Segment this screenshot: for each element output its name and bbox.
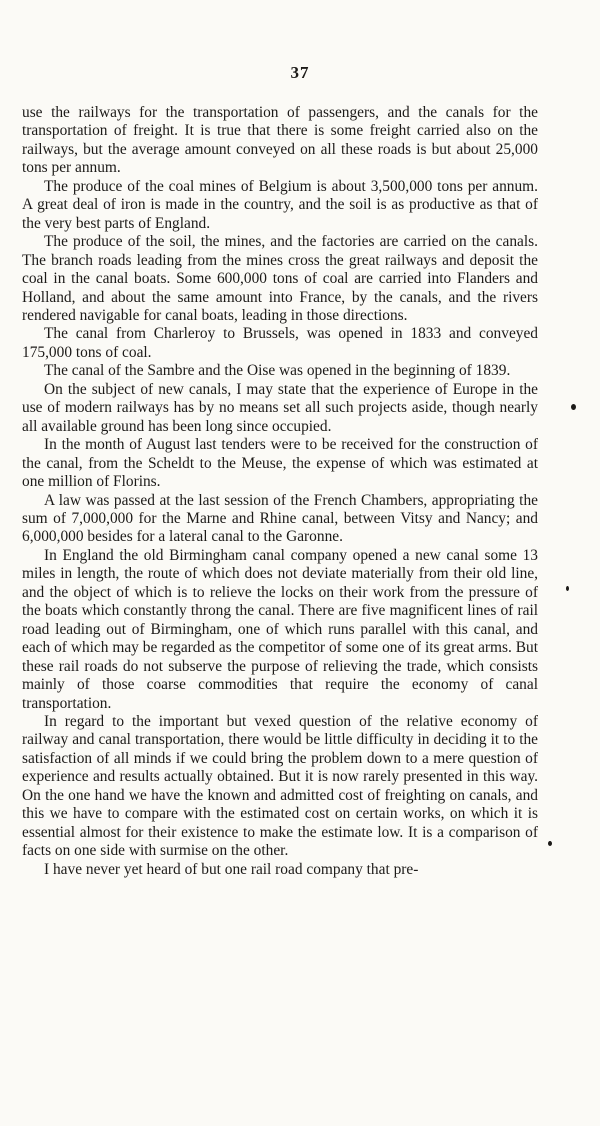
paragraph-10: In regard to the important but vexed question of the relative economy of railway and canal transportation, there would be little difficulty in deciding it to the satisfaction of all minds if we could bring the problem down to a mere question of experience and results actually obtained. But it is now rarely presented in this way. On the one hand we have the known and admitted cost of freighting on canals, and this we have to compare with the estimated cost on certain works, on which it is essential almost for their existence to make the estimate low. It is a comparison of facts on one side with surmise on the other. [22,712,538,860]
paragraph-6: On the subject of new canals, I may state that the experience of Europe in the use of modern railways has by no means set all such projects aside, though nearly all available ground has been long since occupied. [22,380,538,435]
ink-spot-1 [571,404,576,410]
ink-spot-3 [548,841,552,846]
page-number: 37 [290,63,310,82]
paragraph-1: use the railways for the transportation of passengers, and the canals for the transportation of freight. It is true that there is some freight carried also on the railways, but the average amount conveyed on all these roads is but about 25,000 tons per annum. [22,104,538,177]
paragraph-4: The canal from Charleroy to Brussels, was opened in 1833 and conveyed 175,000 tons of coal. [22,325,538,361]
body-text [22,104,538,879]
paragraph-11: I have never yet heard of but one rail road company that pre- [44,860,419,878]
paragraph-8: A law was passed at the last session of the French Chambers, appropriating the sum of 7,000,000 for the Marne and Rhine canal, between Vitsy and Nancy; and 6,000,000 besides for a lateral canal to the Garonne. [22,491,538,546]
paragraph-2: The produce of the coal mines of Belgium is about 3,500,000 tons per annum. A great deal of iron is made in the country, and the soil is as productive as that of the very best parts of England. [22,177,538,232]
paragraph-9: In England the old Birmingham canal company opened a new canal some 13 miles in length, the route of which does not deviate materially from their old line, and the object of which is to relieve the locks on their work from the pressure of the boats which constantly throng the canal. There are five magnificent lines of rail road leading out of Birmingham, one of which runs parallel with this canal, and each of which may be regarded as the competitor of some one of its great arms. But these rail roads do not subserve the purpose of relieving the trade, which consists mainly of those coarse commodities that require the economy of canal transportation. [22,546,538,712]
paragraph-5: The canal of the Sambre and the Oise was opened in the beginning of 1839. [44,362,511,380]
paragraph-7: In the month of August last tenders were to be received for the construction of the canal, from the Scheldt to the Meuse, the expense of which was estimated at one million of Florins. [22,436,538,491]
ink-spot-2 [566,586,569,591]
paragraph-3: The produce of the soil, the mines, and the factories are carried on the canals. The branch roads leading from the mines cross the great railways and deposit the coal in the canal boats. Some 600,000 tons of coal are carried into Flanders and Holland, and about the same amount into France, by the canals, and the rivers rendered navigable for canal boats, leading in those directions. [22,233,538,324]
